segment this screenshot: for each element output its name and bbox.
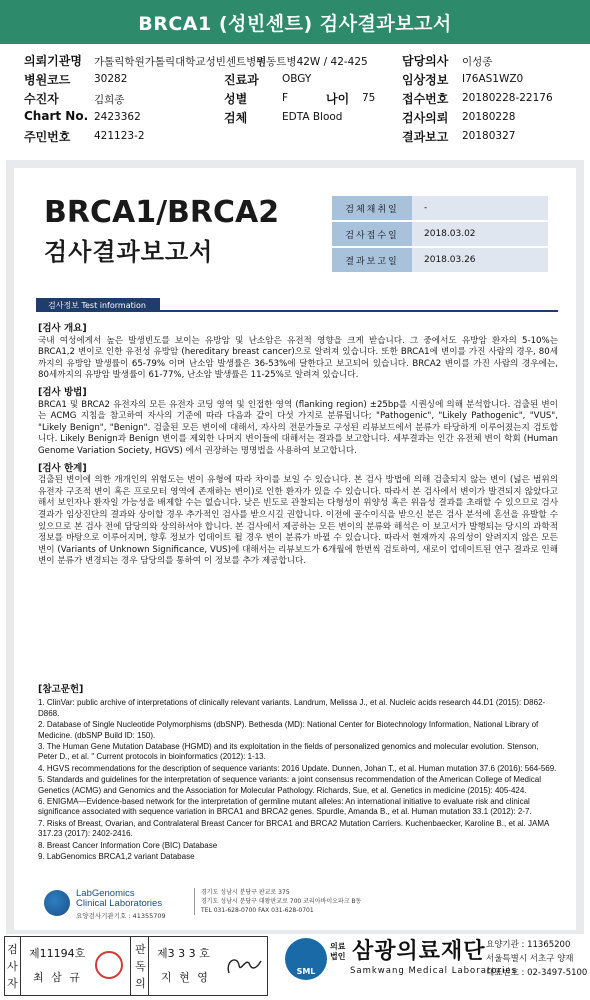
date-key: 검사접수일 bbox=[332, 222, 412, 246]
date-row bbox=[332, 248, 548, 272]
sml-logo-icon: SML bbox=[285, 938, 327, 980]
specimen-value: EDTA Blood bbox=[282, 111, 343, 123]
collector-label: 수진자 bbox=[24, 92, 59, 106]
request-value: 20180228 bbox=[462, 111, 516, 123]
reference-item: 6. ENIGMA—Evidence-based network for the interpretation of germline mutant alleles: An international initiative to evaluate risk and clinical significance associated with sequence variation in BRCA1 and BRCA2 genes. Spurdle, Amanda B., et al. Human mutation 33.1 (2012): 2-7. bbox=[38, 797, 532, 817]
reader-signature-icon bbox=[221, 949, 265, 983]
reader-name: 지 현 영 bbox=[161, 971, 210, 984]
signature-divider bbox=[130, 937, 131, 995]
date-value: 2018.03.26 bbox=[412, 248, 548, 272]
reader-vertical-label: 판독의 bbox=[133, 937, 149, 995]
overview-heading: [검사 개요] bbox=[38, 323, 87, 334]
date-row bbox=[332, 196, 548, 220]
lab-registration: 요양검사기관기호 : 41355709 bbox=[76, 912, 166, 920]
patient-info bbox=[24, 52, 584, 147]
doctor-value: 이성종 bbox=[462, 56, 493, 68]
sex-label: 성별 bbox=[224, 92, 248, 106]
dates-table bbox=[332, 196, 548, 274]
labgenomics-logo-icon bbox=[44, 890, 70, 916]
date-value: - bbox=[412, 196, 548, 220]
examiner-seal-icon bbox=[95, 951, 123, 979]
clinical-label: 임상정보 bbox=[402, 73, 449, 87]
test-info-content bbox=[38, 318, 558, 568]
signature-box bbox=[4, 936, 268, 996]
reader-number: 제3 3 3 호 bbox=[157, 947, 210, 960]
method-text: BRCA1 및 BRCA2 유전자의 모든 유전자 코딩 영역 및 인접한 영역 (flanking region) ±25bp를 시퀀싱에 의해 분석합니다. 검출된 변이는 ACMG 지침을 참고하여 자사의 기준에 따라 다음과 같이 다섯 가지로 분류됩니다; "Pathogenic", "Likely Pathogenic", "VUS", "Likely Benign", "Benign". 검출된 모든 변이에 대해서, 자사의 전문가들로 구성된 리뷰보드에서 분류가 타당하게 이루어졌는지 검토합니다. Likely Benign과 Benign 변이를 제외한 나머지 변이들에 대해서는 결과를 보고합니다. 세부결과는 인간 유전체 변이 학회 (Human Genome Variation Society, HGVS) 에서 권장하는 명명법을 사용하여 보고합니다. bbox=[38, 399, 558, 456]
limitation-heading: [검사 한계] bbox=[38, 462, 87, 474]
chart-label: Chart No. bbox=[24, 109, 89, 123]
document-subtitle: 검사결과보고서 bbox=[44, 238, 214, 266]
dept-label: 진료과 bbox=[224, 73, 259, 87]
chart-value: 2423362 bbox=[94, 111, 141, 123]
ward-value: 병동트병42W / 42-425 bbox=[256, 56, 368, 68]
reference-item: 8. Breast Cancer Information Core (BIC) Database bbox=[38, 840, 218, 850]
date-value: 2018.03.02 bbox=[412, 222, 548, 246]
report-header bbox=[0, 0, 590, 44]
resident-value: 421123-2 bbox=[94, 130, 145, 142]
corp-english-name: Samkwang Medical Laboratories bbox=[350, 966, 518, 976]
section-header bbox=[36, 298, 558, 312]
reference-item: 5. Standards and guidelines for the interpretation of sequence variants: a joint consensus recommendation of the American College of Medical Genetics (ACMG) and Genomics and the Association for Molecular Pathology. Richards, Sue, et al. Genetics in medicine (2015): 405-424. bbox=[38, 775, 541, 795]
lab-name: LabGenomics Clinical Laboratories bbox=[76, 888, 163, 909]
age-label: 나이 bbox=[326, 92, 350, 106]
overview-text: 국내 여성에게서 높은 발생빈도를 보이는 유방암 및 난소암은 유전적 영향을 크게 받습니다. 그 중에서도 유방암 환자의 5-10%는 BRCA1,2 변이로 인한 유전성 유방암 (hereditary breast cancer)으로 알려져 있습니다. 또한 BRCA1에 변이를 가진 사람의 경우, 80세까지의 유방암 발생률이 65-79% 이며 난소암 발생률은 36-53%에 달한다고 보고되어 있습니다. BRCA2 변이를 가진 사람의 경우에는, 80세까지의 유방암 발생률이 61-77%, 난소암 발생률은 11-25%로 알려져 있습니다. bbox=[38, 335, 558, 381]
receipt-value: 20180228-22176 bbox=[462, 92, 553, 104]
clinical-value: I76AS1WZ0 bbox=[462, 73, 524, 85]
receipt-label: 접수번호 bbox=[402, 92, 449, 106]
examiner-name: 최 삼 규 bbox=[33, 971, 82, 984]
reference-item: 1. ClinVar: public archive of interpretations of clinically relevant variants. Landrum, Melissa J., et al. Nucleic acids research 44.D1 (2015): D862-D868. bbox=[38, 698, 546, 718]
hospital-code-label: 병원코드 bbox=[24, 73, 71, 87]
institution-label: 의뢰기관명 bbox=[24, 54, 82, 68]
sex-value: F bbox=[282, 92, 289, 104]
reference-item: 9. LabGenomics BRCA1,2 variant Database bbox=[38, 852, 195, 862]
reference-item: 7. Risks of Breast, Ovarian, and Contralateral Breast Cancer for BRCA1 and BRCA2 Mutation Carriers. Kuchenbaecker, Karoline B., et al. JAMA 317.23 (2017): 2402-2416. bbox=[38, 818, 549, 839]
scanned-report bbox=[14, 168, 576, 930]
resident-label: 주민번호 bbox=[24, 130, 71, 144]
method-heading: [검사 방법] bbox=[38, 386, 87, 398]
examiner-number: 제11194호 bbox=[29, 947, 86, 960]
corp-name: 삼광의료재단 bbox=[352, 939, 486, 964]
age-value: 75 bbox=[362, 92, 376, 104]
reference-item: 3. The Human Gene Mutation Database (HGMD) and its exploitation in the fields of personalized genomics and molecular evolution. Stenson, Peter D., et al. " Current protocols in bioinformatics (2012): 1-13. bbox=[38, 742, 539, 762]
hospital-code-value: 30282 bbox=[94, 73, 128, 85]
references bbox=[38, 685, 558, 864]
examiner-vertical-label: 검사자 bbox=[5, 937, 21, 995]
collector-value: 김희종 bbox=[94, 94, 125, 106]
date-row bbox=[332, 222, 548, 246]
date-key: 검체채취일 bbox=[332, 196, 412, 220]
report-date-value: 20180327 bbox=[462, 130, 516, 142]
limitation-text: 검출된 변이에 의한 개개인의 위험도는 변이 유형에 따라 차이를 보일 수 있습니다. 본 검사 방법에 의해 검출되지 않는 변이 (넓은 범위의 유전자 구조적 변이 혹은 프로모터 영역에 존재하는 변이)로 인한 환자가 있을 수 있습니다. 따라서 본 검사에서 변이가 발견되지 않았다고 해서 보인자나 환자일 가능성을 배제할 수는 없습니다. 낮은 빈도로 관찰되는 다형성이 위양성 혹은 위음성 결과를 초래할 수 있으므로 검사결과가 임상진단의 결과와 상이할 경우 추가적인 검사를 받으시길 권합니다. 이전에 골수이식을 받으신 분은 검사 분석에 혼선을 유발할 수 있으므로 본 검사 전에 담당의와 상의하셔야 합니다. 본 검사에서 제공하는 모든 변이의 분류와 해석은 이 보고서가 발행되는 당시의 과학적 정보를 바탕으로 이루어지며, 향후 정보가 업데이트 될 경우 변이 분류가 바뀔 수 있습니다. 따라서 현재까지 유의성이 알려지지 않은 모든 변이 (Variants of Unknown Significance, VUS)에 대해서는 리뷰보드가 6개월에 한번씩 검토하여, 새로이 업데이트된 연구 결과로 인해 변이 분류가 변경되는 경우 담당의를 통하여 이 정보를 추가 제공합니다. bbox=[38, 475, 558, 567]
doctor-label: 담당의사 bbox=[402, 54, 449, 68]
references-list bbox=[38, 698, 558, 862]
date-key: 결과보고일 bbox=[332, 248, 412, 272]
institution-value: 가톨릭학원가톨릭대학교성빈센트병원 bbox=[94, 56, 267, 68]
reference-item: 2. Database of Single Nucleotide Polymorphisms (dbSNP). Bethesda (MD): National Center for Biotechnology Information, National Library of Medicine. (dbSNP Build ID: 150). bbox=[38, 720, 539, 740]
report-title: BRCA1 (성빈센트) 검사결과보고서 bbox=[138, 12, 452, 35]
reference-item: 4. HGVS recommendations for the description of sequence variants: 2016 Update. Dunnen, Johan T., et al. Human mutation 37.6 (2016): 564-569. bbox=[38, 763, 557, 773]
corp-info: 요양기관 : 11365200 서울특별시 서초구 양재 대표번호 : 02-3497-5100 bbox=[486, 940, 588, 978]
lab-address: 경기도 성남시 분당구 판교로 375 경기도 성남시 분당구 대왕판교로 700 코리아바이오파크 B동 TEL 031-628-0700 FAX 031-628-0701 bbox=[194, 888, 361, 915]
lab-footer bbox=[44, 888, 544, 918]
document-title: BRCA1/BRCA2 bbox=[44, 195, 280, 230]
report-date-label: 결과보고 bbox=[402, 130, 449, 144]
section-tab: 검사정보 Test information bbox=[36, 298, 160, 312]
specimen-label: 검체 bbox=[224, 111, 248, 125]
corp-type: 의료 법인 bbox=[330, 942, 346, 961]
request-label: 검사의뢰 bbox=[402, 111, 449, 125]
references-heading: [참고문헌] bbox=[38, 684, 84, 695]
dept-value: OBGY bbox=[282, 73, 312, 85]
signature-footer bbox=[0, 932, 590, 1000]
